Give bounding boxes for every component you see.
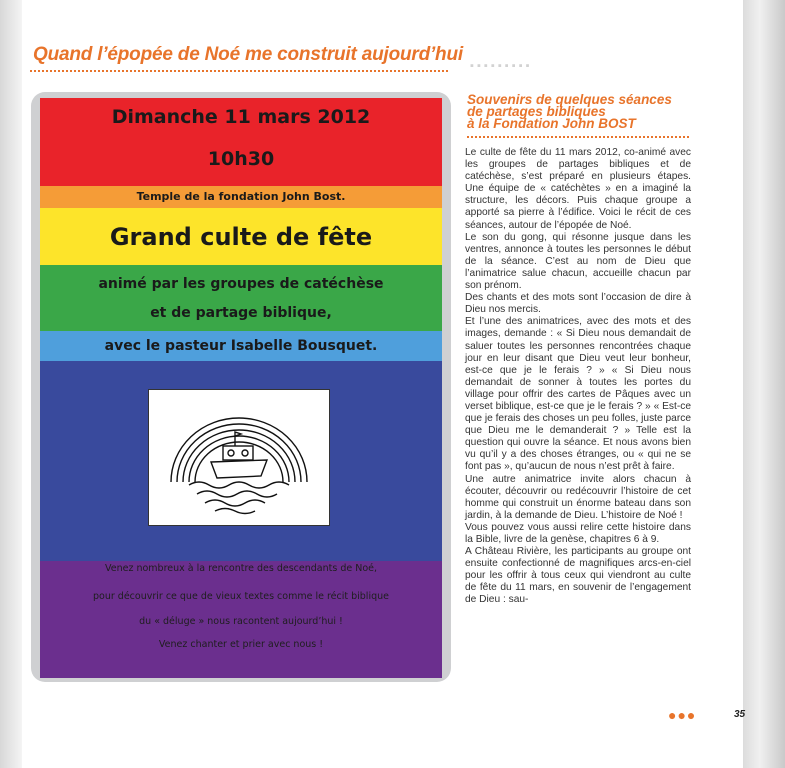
band-green [40,265,442,331]
article-title-line-3: à la Fondation John BOST [467,116,636,131]
decorative-dots: ●●● [668,707,697,723]
left-page-edge [0,0,22,768]
article-paragraph: Des chants et des mots sont l’occasion de dire à Dieu nos mercis. [465,292,691,316]
page-number: 35 [734,709,746,720]
poster-line-1: animé par les groupes de catéchèse [98,276,384,292]
poster-time: 10h30 [207,148,275,170]
article-title-line-1: Souvenirs de quelques séances [467,92,672,107]
show-through-text: ▪ ▪ ▪ ▪ ▪ ▪ ▪ ▪ ▪ [470,60,530,72]
binding-fold [743,0,785,768]
poster-invite-4: Venez chanter et prier avec nous ! [158,639,324,650]
poster-invite-3: du « déluge » nous racontent aujourd’hui ! [139,616,343,627]
poster-venue: Temple de la fondation John Bost. [136,190,346,203]
ark-rainbow-icon [149,390,329,525]
heading-dotted-rule [30,70,448,72]
article-paragraph: Et l’une des animatrices, avec des mots et des images, demande : « Si Dieu nous demandait de saluer toutes les personnes rencontrées chaque jour en leur disant que Dieu veut leur bonheur, est-ce que je le ferais ? » « Si Dieu nous demandait de sonner à toutes les portes du village pour offrir des cartes de Pâques avec un verset biblique, est-ce que je le ferais ? » « Est-ce que je ferais des choses un peu folles, juste parce que Dieu me le demanderait ? » Telle est la question qui ouvre la séance. Et nous avons bien vu qu’il y a des choses étranges, ou « qui ne se font pas », qu’aucun de nous n’est prêt à faire. [465,316,691,473]
article-paragraph: Une autre animatrice invite alors chacun à écouter, découvrir ou redécouvrir l’histoire de cet homme qui construit un énorme bateau dans son jardin, à la demande de Dieu. L’histoire de Noé ! [465,473,691,521]
noah-ark-illustration [148,389,330,526]
article-title [467,94,687,130]
rainbow-poster [40,98,442,678]
article-paragraph: Le son du gong, qui résonne jusque dans les ventres, annonce à toutes les personnes le début de la séance. C’est au nom de Dieu que l’animatrice salue chacun, accueille chacun par son prénom. [465,231,691,292]
poster-line-3: avec le pasteur Isabelle Bousquet. [104,338,378,354]
page-heading: Quand l’épopée de Noé me construit aujourd’hui [33,44,463,65]
article-body [465,147,691,607]
poster-event-title: Grand culte de fête [109,223,373,251]
article-title-rule [467,136,689,138]
poster-line-2: et de partage biblique, [150,305,332,321]
article-paragraph: Le culte de fête du 11 mars 2012, co-animé avec les groupes de partages bibliques et de catéchèse, s’est préparé en plusieurs étapes. Une équipe de « catéchètes » en a imaginé la structure, les décors. Puis chaque groupe a apporté sa pierre à l’édifice. Voici le récit de ces séances, autour de l’épopée de Noé. [465,147,691,231]
poster-invite-1: Venez nombreux à la rencontre des descendants de Noé, [104,563,378,574]
poster-date: Dimanche 11 mars 2012 [111,106,371,128]
article-paragraph: A Château Rivière, les participants au groupe ont ensuite confectionné de magnifiques arcs-en-ciel pour les offrir à tous ceux qui viendront au culte de fête du 11 mars, en souvenir de l’engagement de Dieu : sau- [465,546,691,606]
article-paragraph: Vous pouvez vous aussi relire cette histoire dans la Bible, livre de la genèse, chapitres 6 à 9. [465,521,691,545]
article-title-line-2: de partages bibliques [467,104,606,119]
poster-invite-2: pour découvrir ce que de vieux textes comme le récit biblique [93,591,389,602]
